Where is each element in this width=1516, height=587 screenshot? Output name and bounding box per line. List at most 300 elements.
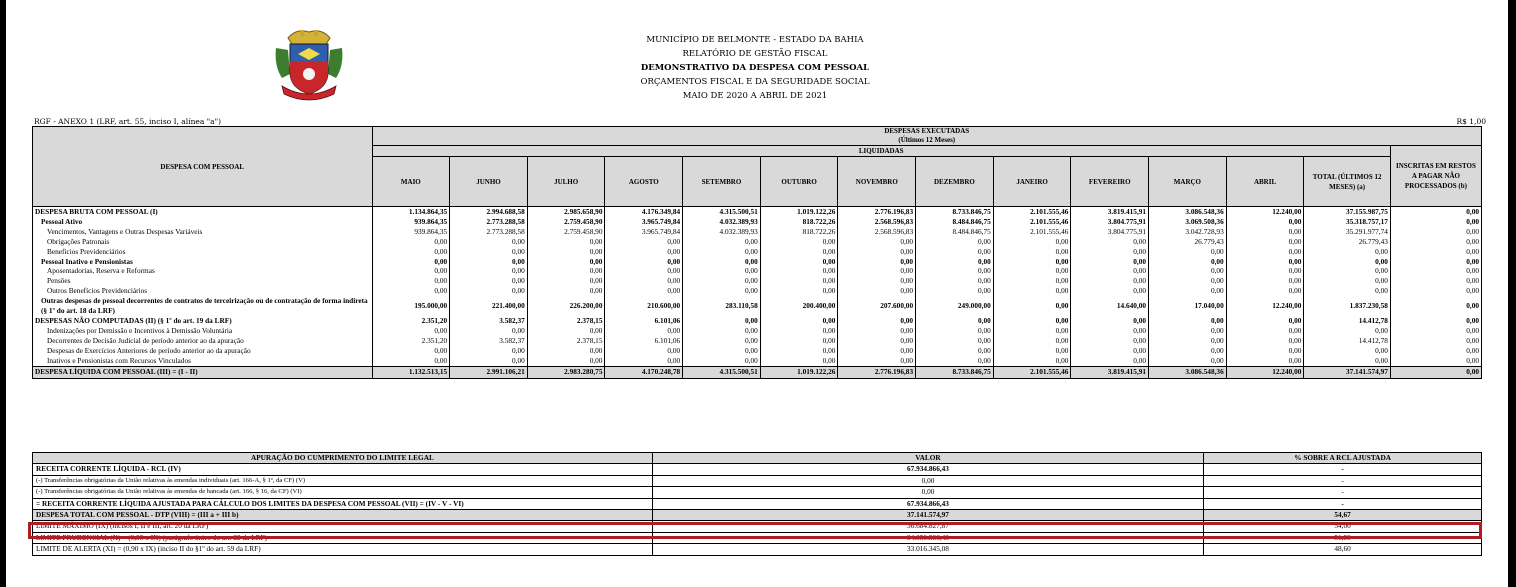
value-cell: 818.722,26 xyxy=(760,217,838,227)
value-cell: 0,00 xyxy=(605,266,683,276)
value-cell: 0,00 xyxy=(372,237,450,247)
limits-label: LIMITE DE ALERTA (XI) = (0,90 x IX) (inciso II do §1º do art. 59 da LRF) xyxy=(33,544,653,555)
value-cell: 0,00 xyxy=(1390,366,1481,378)
value-cell: 226.200,00 xyxy=(527,296,605,316)
row-label: Pessoal Ativo xyxy=(33,217,373,227)
value-cell: 0,00 xyxy=(450,286,528,296)
value-cell: 0,00 xyxy=(1226,316,1304,326)
limits-label: = RECEITA CORRENTE LÍQUIDA AJUSTADA PARA CÁLCULO DOS LIMITES DA DESPESA COM PESSOAL (VII) = (IV - V - VI) xyxy=(33,498,653,509)
limits-percent: 54,67 xyxy=(1204,510,1482,521)
value-cell: 0,00 xyxy=(760,286,838,296)
value-cell: 0,00 xyxy=(1390,326,1481,336)
value-cell: 0,00 xyxy=(1390,217,1481,227)
value-cell: 3.965.749,84 xyxy=(605,227,683,237)
value-cell: 2.101.555,46 xyxy=(993,366,1071,378)
value-cell: 0,00 xyxy=(1071,336,1149,346)
despesa-header: DESPESA COM PESSOAL xyxy=(33,127,373,207)
value-cell: 0,00 xyxy=(683,237,761,247)
month-header: MAIO xyxy=(372,157,450,207)
value-cell: 2.983.280,75 xyxy=(527,366,605,378)
value-cell: 0,00 xyxy=(372,276,450,286)
limits-header-label: APURAÇÃO DO CUMPRIMENTO DO LIMITE LEGAL xyxy=(33,453,653,464)
limits-value: 33.016.345,08 xyxy=(652,544,1203,555)
limits-percent: - xyxy=(1204,498,1482,509)
row-label: Pessoal Inativo e Pensionistas xyxy=(33,257,373,267)
limits-percent: 54,00 xyxy=(1204,521,1482,532)
value-cell: 0,00 xyxy=(527,266,605,276)
value-cell: 0,00 xyxy=(1390,237,1481,247)
value-cell: 0,00 xyxy=(993,346,1071,356)
value-cell: 0,00 xyxy=(1304,286,1391,296)
value-cell: 0,00 xyxy=(683,247,761,257)
value-cell: 12.240,00 xyxy=(1226,207,1304,217)
value-cell: 4.315.500,51 xyxy=(683,207,761,217)
value-cell: 0,00 xyxy=(916,247,994,257)
budget-scope: ORÇAMENTOS FISCAL E DA SEGURIDADE SOCIAL xyxy=(640,77,870,87)
value-cell: 14.640,00 xyxy=(1071,296,1149,316)
value-cell: 0,00 xyxy=(605,237,683,247)
value-cell: 0,00 xyxy=(1071,316,1149,326)
value-cell: 8.733.846,75 xyxy=(916,366,994,378)
value-cell: 0,00 xyxy=(1226,346,1304,356)
value-cell: 283.110,58 xyxy=(683,296,761,316)
value-cell: 249.000,00 xyxy=(916,296,994,316)
value-cell: 0,00 xyxy=(1149,346,1227,356)
value-cell: 0,00 xyxy=(993,296,1071,316)
value-cell: 3.582,37 xyxy=(450,316,528,326)
value-cell: 0,00 xyxy=(838,356,916,366)
value-cell: 0,00 xyxy=(527,286,605,296)
table-row xyxy=(33,296,1482,316)
value-cell: 0,00 xyxy=(527,326,605,336)
value-cell: 2.759.458,90 xyxy=(527,217,605,227)
value-cell: 2.759.458,90 xyxy=(527,227,605,237)
value-cell: 6.101,06 xyxy=(605,316,683,326)
month-header: ABRIL xyxy=(1226,157,1304,207)
limit-compliance-table xyxy=(32,452,1482,556)
value-cell: 0,00 xyxy=(372,257,450,267)
value-cell: 0,00 xyxy=(916,286,994,296)
table-row xyxy=(33,207,1482,217)
value-cell: 37.141.574,97 xyxy=(1304,366,1391,378)
limits-value: 34.850.586,48 xyxy=(652,532,1203,543)
value-cell: 2.101.555,46 xyxy=(993,227,1071,237)
value-cell: 0,00 xyxy=(1071,257,1149,267)
value-cell: 26.779,43 xyxy=(1304,237,1391,247)
limits-header-pct: % SOBRE A RCL AJUSTADA xyxy=(1204,453,1482,464)
value-cell: 0,00 xyxy=(838,276,916,286)
month-header: FEVEREIRO xyxy=(1071,157,1149,207)
value-cell: 0,00 xyxy=(450,266,528,276)
value-cell: 0,00 xyxy=(1149,326,1227,336)
table-row xyxy=(33,326,1482,336)
table-row xyxy=(33,276,1482,286)
limits-label: (-) Transferências obrigatórias da União relativas às emendas individuais (art. 166-A, § 1º, da CF) (V) xyxy=(33,475,653,486)
row-label: Pensões xyxy=(33,276,373,286)
value-cell: 0,00 xyxy=(1149,356,1227,366)
month-header: JUNHO xyxy=(450,157,528,207)
value-cell: 0,00 xyxy=(916,257,994,267)
value-cell: 0,00 xyxy=(605,356,683,366)
limits-value: 67.934.866,43 xyxy=(652,464,1203,475)
month-header: OUTUBRO xyxy=(760,157,838,207)
value-cell: 0,00 xyxy=(1226,217,1304,227)
row-label: Obrigações Patronais xyxy=(33,237,373,247)
value-cell: 0,00 xyxy=(1071,346,1149,356)
value-cell: 0,00 xyxy=(372,346,450,356)
value-cell: 0,00 xyxy=(450,276,528,286)
value-cell: 0,00 xyxy=(993,247,1071,257)
value-cell: 0,00 xyxy=(683,336,761,346)
month-header: JANEIRO xyxy=(993,157,1071,207)
table-row xyxy=(33,257,1482,267)
report-header xyxy=(600,33,910,103)
table-row xyxy=(33,356,1482,366)
value-cell: 0,00 xyxy=(1390,257,1481,267)
value-cell: 2.378,15 xyxy=(527,336,605,346)
value-cell: 2.985.658,90 xyxy=(527,207,605,217)
value-cell: 0,00 xyxy=(372,356,450,366)
value-cell: 0,00 xyxy=(1304,356,1391,366)
value-cell: 0,00 xyxy=(1304,326,1391,336)
value-cell: 0,00 xyxy=(838,326,916,336)
value-cell: 0,00 xyxy=(450,237,528,247)
value-cell: 0,00 xyxy=(450,257,528,267)
value-cell: 0,00 xyxy=(993,237,1071,247)
value-cell: 0,00 xyxy=(1149,257,1227,267)
limits-value: 37.141.574,97 xyxy=(652,510,1203,521)
value-cell: 0,00 xyxy=(605,326,683,336)
limits-row xyxy=(33,464,1482,475)
value-cell: 0,00 xyxy=(527,237,605,247)
value-cell: 35.291.977,74 xyxy=(1304,227,1391,237)
value-cell: 939.864,35 xyxy=(372,217,450,227)
value-cell: 26.779,43 xyxy=(1149,237,1227,247)
value-cell: 37.155.987,75 xyxy=(1304,207,1391,217)
value-cell: 4.032.389,93 xyxy=(683,227,761,237)
limits-value: 36.684.827,87 xyxy=(652,521,1203,532)
value-cell: 0,00 xyxy=(605,346,683,356)
value-cell: 0,00 xyxy=(993,326,1071,336)
value-cell: 0,00 xyxy=(1390,296,1481,316)
value-cell: 0,00 xyxy=(838,257,916,267)
value-cell: 1.019.122,26 xyxy=(760,207,838,217)
value-cell: 0,00 xyxy=(760,346,838,356)
value-cell: 0,00 xyxy=(1390,207,1481,217)
value-cell: 0,00 xyxy=(760,276,838,286)
value-cell: 0,00 xyxy=(1390,266,1481,276)
value-cell: 0,00 xyxy=(1071,356,1149,366)
limits-value: 0,00 xyxy=(652,487,1203,498)
value-cell: 0,00 xyxy=(1149,276,1227,286)
value-cell: 4.315.500,51 xyxy=(683,366,761,378)
value-cell: 0,00 xyxy=(993,286,1071,296)
value-cell: 0,00 xyxy=(1071,286,1149,296)
value-cell: 2.991.106,21 xyxy=(450,366,528,378)
value-cell: 0,00 xyxy=(1390,336,1481,346)
value-cell: 0,00 xyxy=(527,247,605,257)
month-header: DEZEMBRO xyxy=(916,157,994,207)
value-cell: 818.722,26 xyxy=(760,227,838,237)
value-cell: 195.000,00 xyxy=(372,296,450,316)
limits-row xyxy=(33,498,1482,509)
value-cell: 939.864,35 xyxy=(372,227,450,237)
value-cell: 0,00 xyxy=(993,316,1071,326)
value-cell: 8.484.846,75 xyxy=(916,217,994,227)
value-cell: 0,00 xyxy=(1149,336,1227,346)
limits-label: (-) Transferências obrigatórias da União relativas às emendas de bancada (art. 166, § 16, da CF) (VI) xyxy=(33,487,653,498)
value-cell: 4.032.389,93 xyxy=(683,217,761,227)
municipality-title: MUNICÍPIO DE BELMONTE - ESTADO DA BAHIA xyxy=(646,35,864,45)
limits-label: LIMITE PRUDENCIAL (X) = (0,95 x IX) (parágrafo único do art. 22 da LRF) xyxy=(33,532,653,543)
value-cell: 8.484.846,75 xyxy=(916,227,994,237)
value-cell: 2.773.288,58 xyxy=(450,217,528,227)
value-cell: 0,00 xyxy=(1226,257,1304,267)
value-cell: 2.351,20 xyxy=(372,316,450,326)
value-cell: 0,00 xyxy=(1304,346,1391,356)
limits-row xyxy=(33,487,1482,498)
coat-of-arms-icon xyxy=(272,26,346,102)
value-cell: 1.837.230,58 xyxy=(1304,296,1391,316)
value-cell: 0,00 xyxy=(916,346,994,356)
value-cell: 6.101,06 xyxy=(605,336,683,346)
value-cell: 3.819.415,91 xyxy=(1071,207,1149,217)
limits-percent: - xyxy=(1204,487,1482,498)
value-cell: 0,00 xyxy=(1304,266,1391,276)
value-cell: 2.568.596,83 xyxy=(838,227,916,237)
limits-percent: 51,30 xyxy=(1204,532,1482,543)
highlight-box-dtp-row xyxy=(28,522,1482,539)
value-cell: 0,00 xyxy=(1390,286,1481,296)
value-cell: 3.042.728,93 xyxy=(1149,227,1227,237)
value-cell: 14.412,78 xyxy=(1304,336,1391,346)
value-cell: 0,00 xyxy=(760,237,838,247)
value-cell: 0,00 xyxy=(1226,336,1304,346)
value-cell: 0,00 xyxy=(1226,237,1304,247)
value-cell: 0,00 xyxy=(838,346,916,356)
value-cell: 4.170.248,78 xyxy=(605,366,683,378)
value-cell: 0,00 xyxy=(1226,286,1304,296)
limits-percent: - xyxy=(1204,475,1482,486)
value-cell: 0,00 xyxy=(683,266,761,276)
value-cell: 0,00 xyxy=(1390,346,1481,356)
limits-row xyxy=(33,475,1482,486)
value-cell: 0,00 xyxy=(527,276,605,286)
executed-title: DESPESAS EXECUTADAS xyxy=(884,127,970,135)
value-cell: 1.019.122,26 xyxy=(760,366,838,378)
value-cell: 0,00 xyxy=(683,346,761,356)
month-header: MARÇO xyxy=(1149,157,1227,207)
value-cell: 0,00 xyxy=(916,316,994,326)
value-cell: 210.600,00 xyxy=(605,296,683,316)
value-cell: 12.240,00 xyxy=(1226,296,1304,316)
value-cell: 0,00 xyxy=(683,326,761,336)
value-cell: 3.804.775,91 xyxy=(1071,227,1149,237)
value-cell: 0,00 xyxy=(1149,266,1227,276)
table-row xyxy=(33,266,1482,276)
value-cell: 35.318.757,17 xyxy=(1304,217,1391,227)
value-cell: 0,00 xyxy=(760,336,838,346)
value-cell: 0,00 xyxy=(527,346,605,356)
value-cell: 0,00 xyxy=(683,356,761,366)
month-header: AGOSTO xyxy=(605,157,683,207)
value-cell: 2.776.196,83 xyxy=(838,207,916,217)
registered-header: INSCRITAS EM RESTOS A PAGAR NÃO PROCESSADOS (b) xyxy=(1390,146,1481,207)
limits-label: RECEITA CORRENTE LÍQUIDA - RCL (IV) xyxy=(33,464,653,475)
report-period: MAIO DE 2020 A ABRIL DE 2021 xyxy=(682,91,828,101)
value-cell: 0,00 xyxy=(760,247,838,257)
personnel-expense-table xyxy=(32,126,1482,379)
limits-label: DESPESA TOTAL COM PESSOAL - DTP (VIII) = (III a + III b) xyxy=(33,510,653,521)
report-title: DEMONSTRATIVO DA DESPESA COM PESSOAL xyxy=(640,63,870,73)
limits-percent: 48,60 xyxy=(1204,544,1482,555)
value-cell: 0,00 xyxy=(993,356,1071,366)
table-row xyxy=(33,217,1482,227)
annex-reference: RGF - ANEXO 1 (LRF, art. 55, inciso I, alínea "a") xyxy=(34,117,221,126)
value-cell: 0,00 xyxy=(372,266,450,276)
value-cell: 0,00 xyxy=(760,356,838,366)
row-label: Benefícios Previdenciários xyxy=(33,247,373,257)
limits-percent: - xyxy=(1204,464,1482,475)
value-cell: 1.132.513,15 xyxy=(372,366,450,378)
value-cell: 0,00 xyxy=(916,356,994,366)
table-row xyxy=(33,286,1482,296)
value-cell: 0,00 xyxy=(1390,356,1481,366)
value-cell: 0,00 xyxy=(605,286,683,296)
value-cell: 0,00 xyxy=(450,346,528,356)
value-cell: 12.240,00 xyxy=(1226,366,1304,378)
row-label: Despesas de Exercícios Anteriores de período anterior ao da apuração xyxy=(33,346,373,356)
value-cell: 14.412,78 xyxy=(1304,316,1391,326)
value-cell: 2.776.196,83 xyxy=(838,366,916,378)
value-cell: 0,00 xyxy=(1226,227,1304,237)
executed-header xyxy=(372,127,1482,146)
row-label: DESPESAS NÃO COMPUTADAS (II) (§ 1º do art. 19 da LRF) xyxy=(33,316,373,326)
value-cell: 0,00 xyxy=(1226,356,1304,366)
table-row xyxy=(33,336,1482,346)
value-cell: 0,00 xyxy=(760,326,838,336)
right-frame-border xyxy=(1508,0,1516,587)
limits-header-valor: VALOR xyxy=(652,453,1203,464)
value-cell: 0,00 xyxy=(1390,227,1481,237)
value-cell: 8.733.846,75 xyxy=(916,207,994,217)
value-cell: 2.101.555,46 xyxy=(993,217,1071,227)
value-cell: 0,00 xyxy=(993,276,1071,286)
value-cell: 0,00 xyxy=(372,326,450,336)
table-row xyxy=(33,227,1482,237)
value-cell: 0,00 xyxy=(760,257,838,267)
liquidated-header: LIQUIDADAS xyxy=(372,146,1390,157)
value-cell: 0,00 xyxy=(993,266,1071,276)
value-cell: 0,00 xyxy=(916,326,994,336)
value-cell: 0,00 xyxy=(838,247,916,257)
value-cell: 0,00 xyxy=(760,316,838,326)
table-row xyxy=(33,366,1482,378)
value-cell: 0,00 xyxy=(1149,247,1227,257)
value-cell: 0,00 xyxy=(916,336,994,346)
month-header: JULHO xyxy=(527,157,605,207)
value-cell: 0,00 xyxy=(372,286,450,296)
value-cell: 2.994.688,58 xyxy=(450,207,528,217)
value-cell: 0,00 xyxy=(993,257,1071,267)
value-cell: 0,00 xyxy=(605,257,683,267)
row-label: Aposentadorias, Reserva e Reformas xyxy=(33,266,373,276)
value-cell: 3.819.415,91 xyxy=(1071,366,1149,378)
table-row xyxy=(33,247,1482,257)
value-cell: 3.965.749,84 xyxy=(605,217,683,227)
value-cell: 0,00 xyxy=(916,237,994,247)
value-cell: 2.351,20 xyxy=(372,336,450,346)
value-cell: 3.582,37 xyxy=(450,336,528,346)
value-cell: 0,00 xyxy=(605,247,683,257)
value-cell: 0,00 xyxy=(838,316,916,326)
value-cell: 0,00 xyxy=(683,257,761,267)
limits-header-row xyxy=(33,453,1482,464)
value-cell: 0,00 xyxy=(916,276,994,286)
value-cell: 0,00 xyxy=(1149,286,1227,296)
value-cell: 0,00 xyxy=(838,336,916,346)
value-cell: 2.773.288,58 xyxy=(450,227,528,237)
value-cell: 0,00 xyxy=(372,247,450,257)
month-header: NOVEMBRO xyxy=(838,157,916,207)
value-cell: 0,00 xyxy=(1071,237,1149,247)
value-cell: 0,00 xyxy=(1226,247,1304,257)
value-cell: 0,00 xyxy=(1071,276,1149,286)
value-cell: 0,00 xyxy=(1226,266,1304,276)
value-cell: 0,00 xyxy=(683,286,761,296)
value-cell: 4.176.349,84 xyxy=(605,207,683,217)
value-cell: 0,00 xyxy=(450,247,528,257)
value-cell: 0,00 xyxy=(1071,247,1149,257)
value-cell: 3.086.548,36 xyxy=(1149,207,1227,217)
value-cell: 0,00 xyxy=(838,286,916,296)
month-header: SETEMBRO xyxy=(683,157,761,207)
value-cell: 207.600,00 xyxy=(838,296,916,316)
value-cell: 0,00 xyxy=(1304,247,1391,257)
value-cell: 0,00 xyxy=(993,336,1071,346)
value-cell: 0,00 xyxy=(1226,276,1304,286)
value-cell: 0,00 xyxy=(450,356,528,366)
value-cell: 3.069.508,36 xyxy=(1149,217,1227,227)
row-label: Outras despesas de pessoal decorrentes de contratos de terceirização ou de contratação de forma indireta (§ 1º do art. 18 da LRF) xyxy=(33,296,373,316)
value-cell: 0,00 xyxy=(1390,276,1481,286)
row-label: Decorrentes de Decisão Judicial de período anterior ao da apuração xyxy=(33,336,373,346)
value-cell: 17.040,00 xyxy=(1149,296,1227,316)
value-cell: 0,00 xyxy=(1071,266,1149,276)
report-type: RELATÓRIO DE GESTÃO FISCAL xyxy=(682,49,828,59)
value-cell: 221.400,00 xyxy=(450,296,528,316)
value-cell: 0,00 xyxy=(683,316,761,326)
limits-label: LIMITE MÁXIMO (IX) (incisos I, II e III, art. 20 da LRF) xyxy=(33,521,653,532)
value-cell: 0,00 xyxy=(1149,316,1227,326)
value-cell: 3.086.548,36 xyxy=(1149,366,1227,378)
value-cell: 0,00 xyxy=(605,276,683,286)
currency-unit: R$ 1,00 xyxy=(1456,117,1486,126)
value-cell: 0,00 xyxy=(760,266,838,276)
value-cell: 0,00 xyxy=(1071,326,1149,336)
row-label: Outros Benefícios Previdenciários xyxy=(33,286,373,296)
total-header: TOTAL (ÚLTIMOS 12 MESES) (a) xyxy=(1304,157,1391,207)
limits-row xyxy=(33,510,1482,521)
row-label: Indenizações por Demissão e Incentivos à Demissão Voluntária xyxy=(33,326,373,336)
limits-value: 67.934.866,43 xyxy=(652,498,1203,509)
value-cell: 3.804.775,91 xyxy=(1071,217,1149,227)
row-label: DESPESA BRUTA COM PESSOAL (I) xyxy=(33,207,373,217)
limits-row xyxy=(33,544,1482,555)
value-cell: 0,00 xyxy=(916,266,994,276)
value-cell: 0,00 xyxy=(1304,257,1391,267)
value-cell: 2.378,15 xyxy=(527,316,605,326)
